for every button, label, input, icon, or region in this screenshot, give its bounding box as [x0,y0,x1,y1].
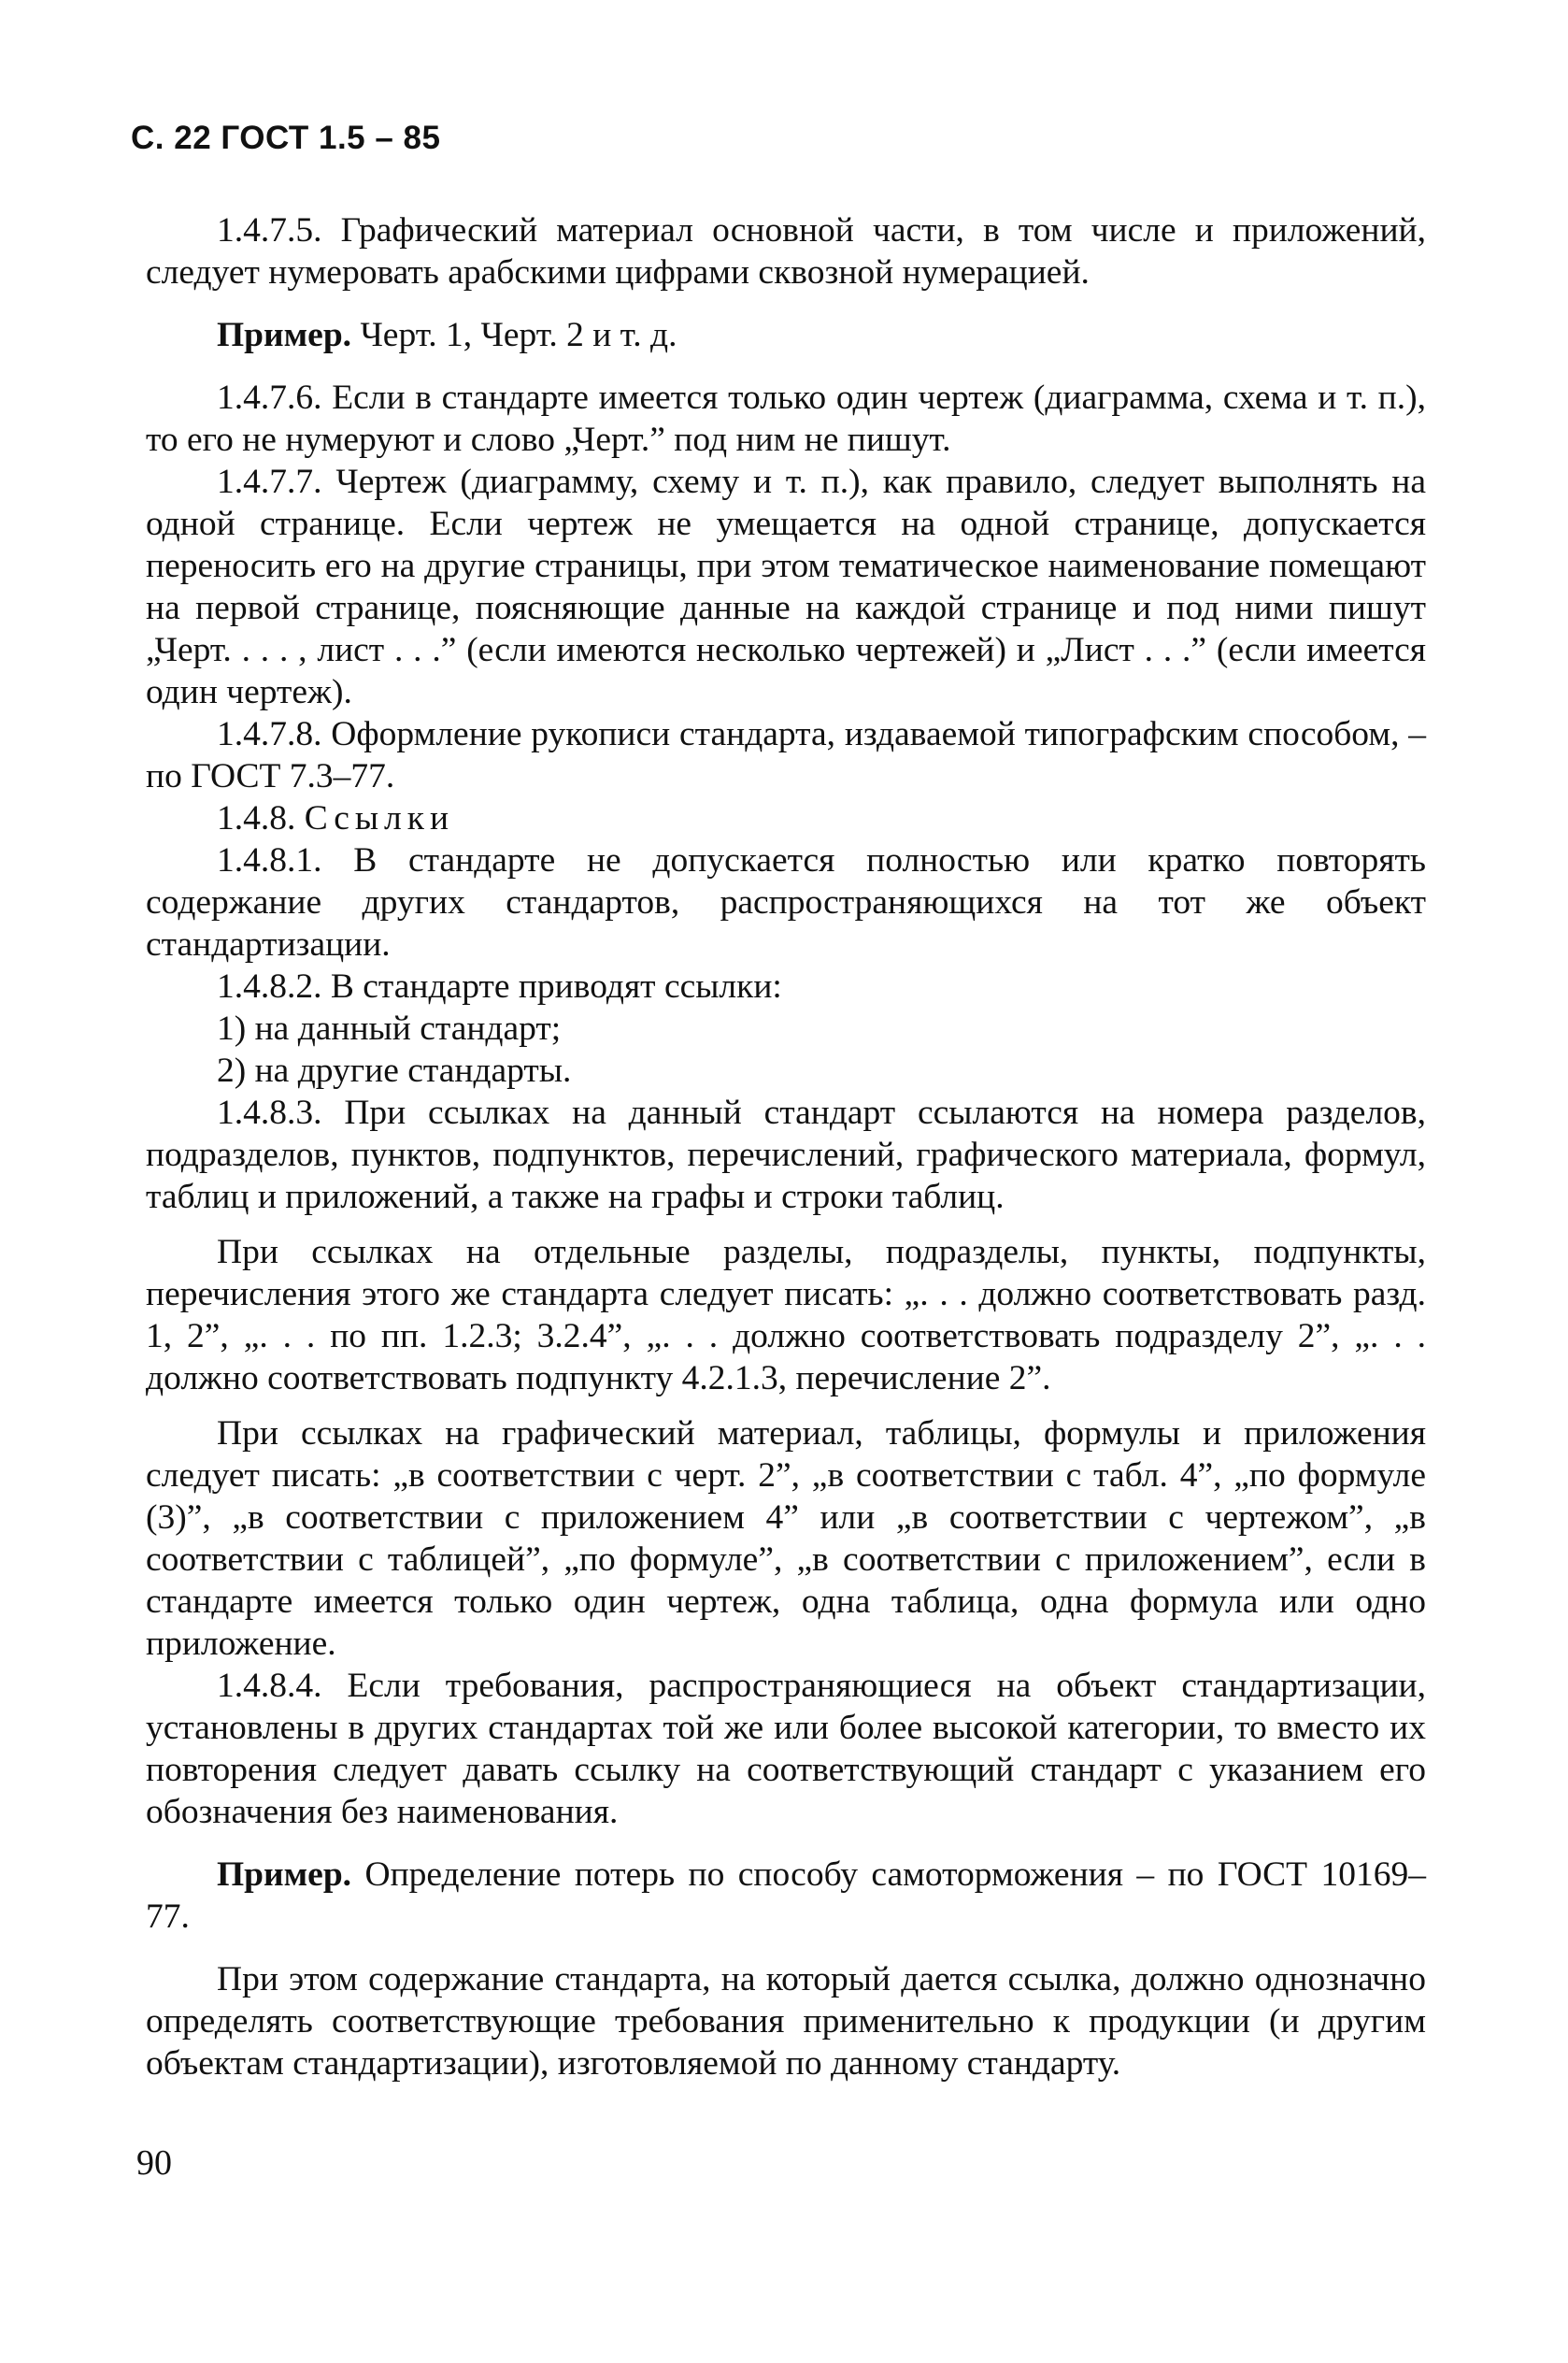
example-text: Черт. 1, Черт. 2 и т. д. [351,316,677,354]
example-label: Пример. [217,316,352,354]
example-label-2: Пример. [217,1855,352,1894]
section-number: 1.4.8. [217,799,305,838]
paragraph-closing: При этом содержание стандарта, на который дается ссылка, должно однозначно определять соответствующие требования применительно к продукции (и другим объектам стандартизации), изготовляемой по данному стандарту. [146,1960,1426,2083]
paragraph-1-4-8-4: 1.4.8.4. Если требования, распространяющиеся на объект стандартизации, установлены в других стандартах той же или более высокой категории, то вместо их повторения следует давать ссылку на соответствующий стандарт с указанием его обозначения без наименования. [146,1667,1426,1831]
section-title: Ссылки [304,799,455,838]
paragraph-1-4-7-7: 1.4.7.7. Чертеж (диаграмму, схему и т. п.), как правило, следует выполнять на одной странице. Если чертеж не умещается на одной странице, допускается переносить его на другие страницы, при этом тематическое наименование помещают на первой странице, поясняющие данные на каждой странице и под ними пишут „Черт. . . . , лист . . .” (если имеются несколько чертежей) и „Лист . . .” (если имеется один чертеж). [146,463,1426,711]
paragraph-1-4-8-2: 1.4.8.2. В стандарте приводят ссылки: [217,967,782,1006]
paragraph-1-4-7-5: 1.4.7.5. Графический материал основной части, в том числе и приложений, следует нумеровать арабскими цифрами сквозной нумерацией. [146,211,1426,292]
section-heading-1-4-8 [146,797,1426,839]
paragraph-references-figures: При ссылках на графический материал, таблицы, формулы и приложения следует писать: „в соответствии с черт. 2”, „в соответствии с табл. 4”, „по формуле (3)”, „в соответствии с приложением 4” или „в соответствии с чертежом”, „в соответствии с таблицей”, „по формуле”, „в соответствии с приложением”, если в стандарте имеется только один чертеж, одна таблица, одна формула или одно приложение. [146,1414,1426,1663]
body-text [146,209,1426,2084]
list-item-2: 2) на другие стандарты. [217,1052,572,1090]
example-paragraph [146,314,1426,356]
example-text-2: Определение потерь по способу самоторможения – по ГОСТ 10169–77. [146,1855,1426,1936]
paragraph-references-sections: При ссылках на отдельные разделы, подразделы, пункты, подпункты, перечисления этого же стандарта следует писать: „. . . должно соответствовать разд. 1, 2”, „. . . по пп. 1.2.3; 3.2.4”, „. . . должно соответствовать подразделу 2”, „. . . должно соответствовать подпункту 4.2.1.3, перечисление 2”. [146,1233,1426,1397]
paragraph-1-4-7-6: 1.4.7.6. Если в стандарте имеется только один чертеж (диаграмма, схема и т. п.), то его не нумеруют и слово „Черт.” под ним не пишут. [146,379,1426,459]
paragraph-1-4-8-1: 1.4.8.1. В стандарте не допускается полностью или кратко повторять содержание других стандартов, распространяющихся на тот же объект стандартизации. [146,841,1426,964]
paragraph-1-4-7-8: 1.4.7.8. Оформление рукописи стандарта, издаваемой типографским способом, – по ГОСТ 7.3–77. [146,715,1426,795]
running-head: С. 22 ГОСТ 1.5 – 85 [131,120,441,156]
paragraph-1-4-8-3: 1.4.8.3. При ссылках на данный стандарт ссылаются на номера разделов, подразделов, пунктов, подпунктов, перечислений, графического материала, формул, таблиц и приложений, а также на графы и строки таблиц. [146,1094,1426,1216]
example-paragraph-2 [146,1854,1426,1938]
list-item-1: 1) на данный стандарт; [217,1010,562,1048]
page-number: 90 [136,2143,172,2183]
